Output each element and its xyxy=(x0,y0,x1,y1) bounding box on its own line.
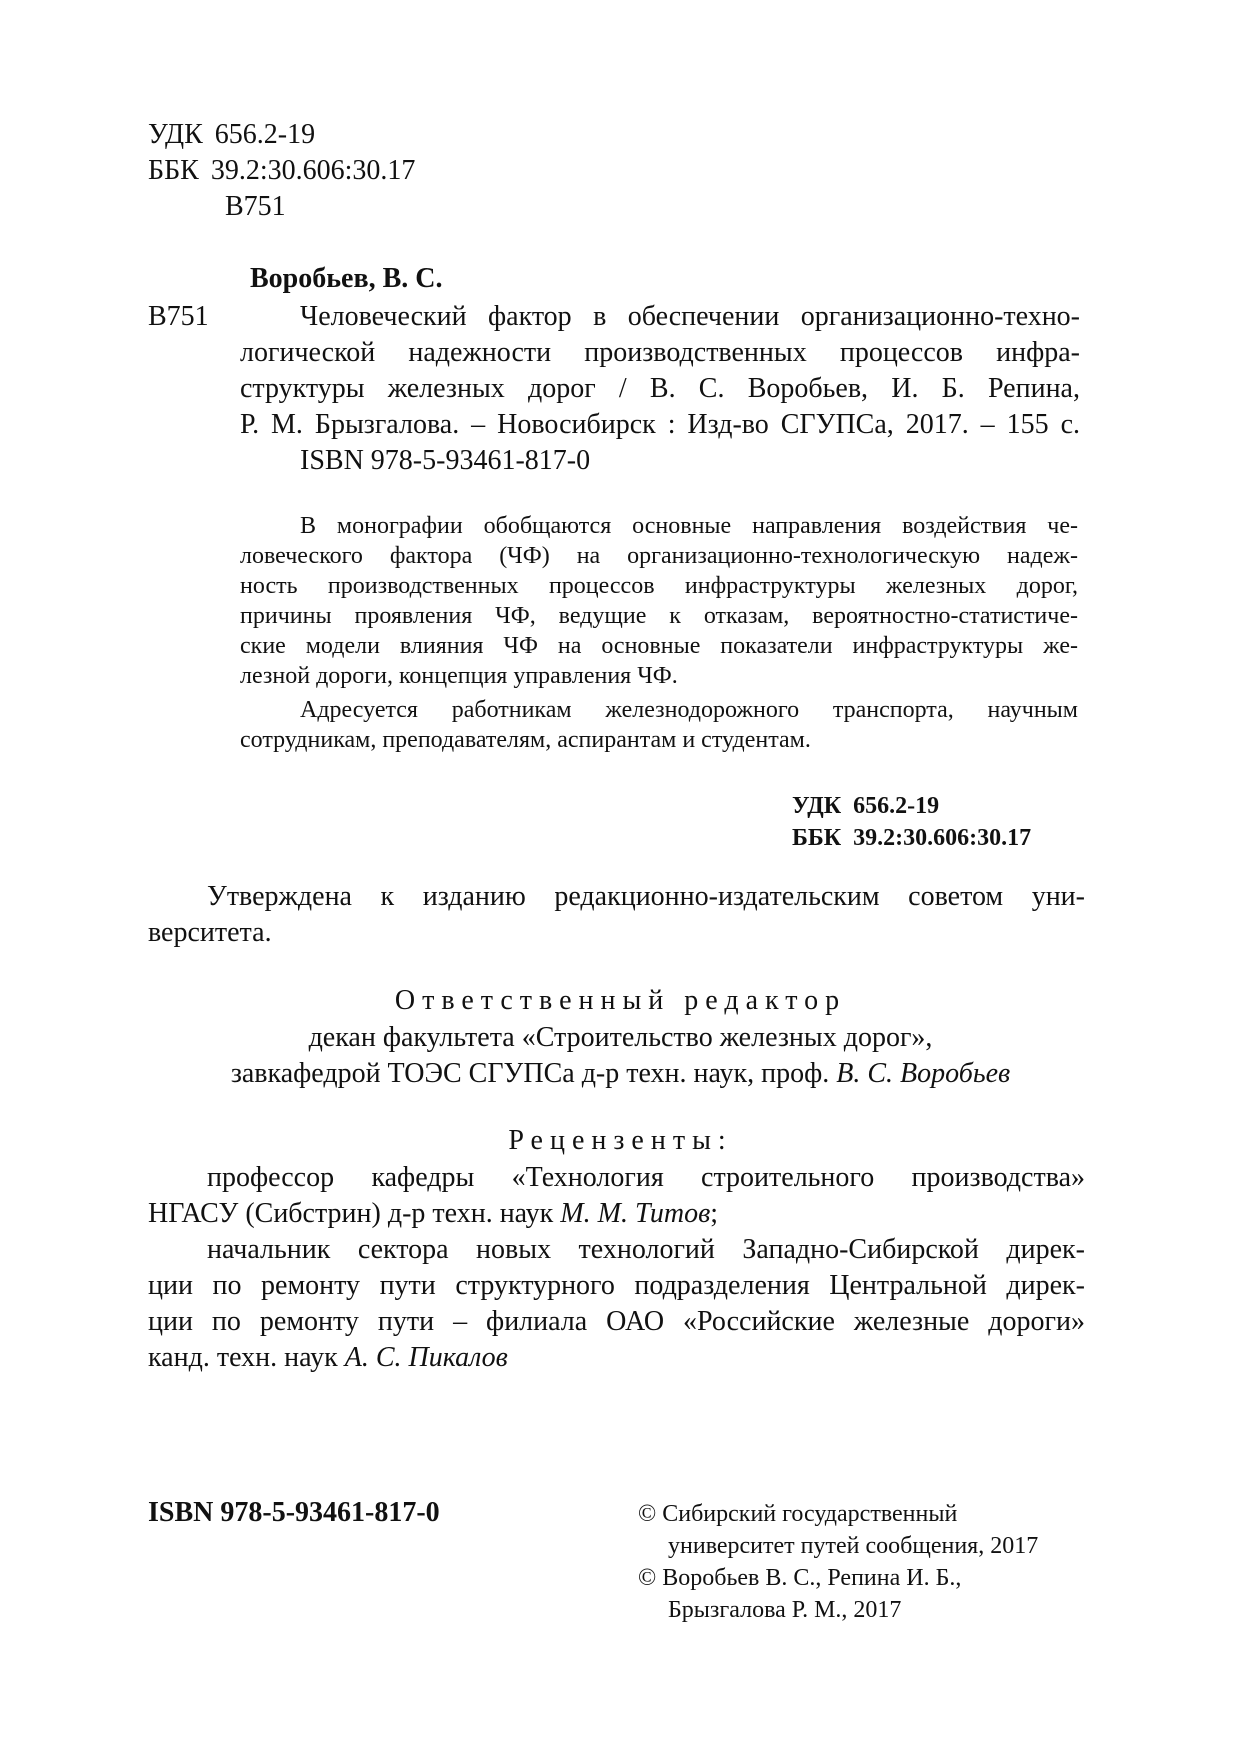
editor-name: В. С. Воробьев xyxy=(836,1058,1011,1089)
bibliographic-isbn: ISBN 978-5-93461-817-0 xyxy=(300,445,591,476)
editor-heading: Ответственный редактор xyxy=(394,985,847,1016)
reviewer-1-line-2 xyxy=(148,1197,718,1231)
bibliographic-line-3: структуры железных дорог / В. С. Воробьев, И. Б. Репина, xyxy=(240,373,1080,404)
annotation-line-5: ские модели влияния ЧФ на основные показатели инфраструктуры же- xyxy=(240,633,1078,659)
reviewer-1-position: НГАСУ (Сибстрин) д-р техн. наук xyxy=(148,1198,554,1229)
top-bbk-line xyxy=(148,154,415,188)
top-udk-line xyxy=(148,118,315,152)
bottom-bbk-label: ББК xyxy=(792,825,842,851)
bibliographic-code: В751 xyxy=(148,301,209,332)
top-bbk-value: 39.2:30.606:30.17 xyxy=(210,155,416,186)
annotation-line-8: сотрудникам, преподавателям, аспирантам и студентам. xyxy=(240,727,811,753)
annotation-line-3: ность производственных процессов инфраструктуры железных дорог, xyxy=(240,573,1078,599)
top-author-mark: В751 xyxy=(225,191,286,222)
bibliographic-line-2: логической надежности производственных процессов инфра- xyxy=(240,337,1080,368)
reviewers-heading: Рецензенты: xyxy=(508,1125,733,1156)
reviewer-2-name: А. С. Пикалов xyxy=(344,1342,508,1373)
reviewer-2-line-1: начальник сектора новых технологий Западно-Сибирской дирек- xyxy=(207,1234,1085,1265)
annotation-line-7: Адресуется работникам железнодорожного транспорта, научным xyxy=(300,697,1078,723)
author-heading: Воробьев, В. С. xyxy=(250,263,443,294)
copyright-line-1: © Сибирский государственный xyxy=(638,1501,958,1527)
reviewer-1-line-1: профессор кафедры «Технология строительного производства» xyxy=(207,1162,1085,1193)
bibliographic-line-4: Р. М. Брызгалова. – Новосибирск : Изд-во СГУПСа, 2017. – 155 с. xyxy=(240,409,1080,440)
copyright-line-4: Брызгалова Р. М., 2017 xyxy=(668,1597,902,1623)
reviewer-1-suffix: ; xyxy=(710,1198,719,1229)
editor-position: завкафедрой ТОЭС СГУПСа д-р техн. наук, проф. xyxy=(230,1058,830,1089)
bottom-bbk-line xyxy=(792,824,1031,852)
reviewer-2-line-2: ции по ремонту пути структурного подразделения Центральной дирек- xyxy=(148,1270,1085,1301)
copyright-line-3: © Воробьев В. С., Репина И. Б., xyxy=(638,1565,962,1591)
approval-line-1: Утверждена к изданию редакционно-издательским советом уни- xyxy=(207,881,1085,912)
annotation-line-6: лезной дороги, концепция управления ЧФ. xyxy=(240,663,678,689)
reviewer-1-name: М. М. Титов xyxy=(560,1198,711,1229)
annotation-line-2: ловеческого фактора (ЧФ) на организационно-технологическую надеж- xyxy=(240,543,1078,569)
reviewer-2-position: канд. техн. наук xyxy=(148,1342,338,1373)
editor-line-1: декан факультета «Строительство железных дорог», xyxy=(308,1022,933,1053)
top-udk-value: 656.2-19 xyxy=(214,119,316,150)
top-udk-label: УДК xyxy=(148,119,203,150)
bottom-udk-label: УДК xyxy=(792,793,842,819)
bibliographic-line-1: Человеческий фактор в обеспечении организационно-техно- xyxy=(300,301,1080,332)
bottom-bbk-value: 39.2:30.606:30.17 xyxy=(853,825,1032,851)
copyright-line-2: университет путей сообщения, 2017 xyxy=(668,1533,1039,1559)
approval-line-2: верситета. xyxy=(148,917,272,948)
annotation-line-4: причины проявления ЧФ, ведущие к отказам, вероятностно-статистиче- xyxy=(240,603,1078,629)
top-bbk-label: ББК xyxy=(148,155,199,186)
footer-isbn: ISBN 978-5-93461-817-0 xyxy=(148,1497,440,1528)
annotation-line-1: В монографии обобщаются основные направления воздействия че- xyxy=(300,513,1078,539)
bottom-udk-value: 656.2-19 xyxy=(853,793,940,819)
reviewer-2-line-4 xyxy=(148,1341,508,1375)
editor-line-2 xyxy=(0,1057,1241,1091)
reviewer-2-line-3: ции по ремонту пути – филиала ОАО «Российские железные дороги» xyxy=(148,1306,1085,1337)
bottom-udk-line xyxy=(792,792,939,820)
